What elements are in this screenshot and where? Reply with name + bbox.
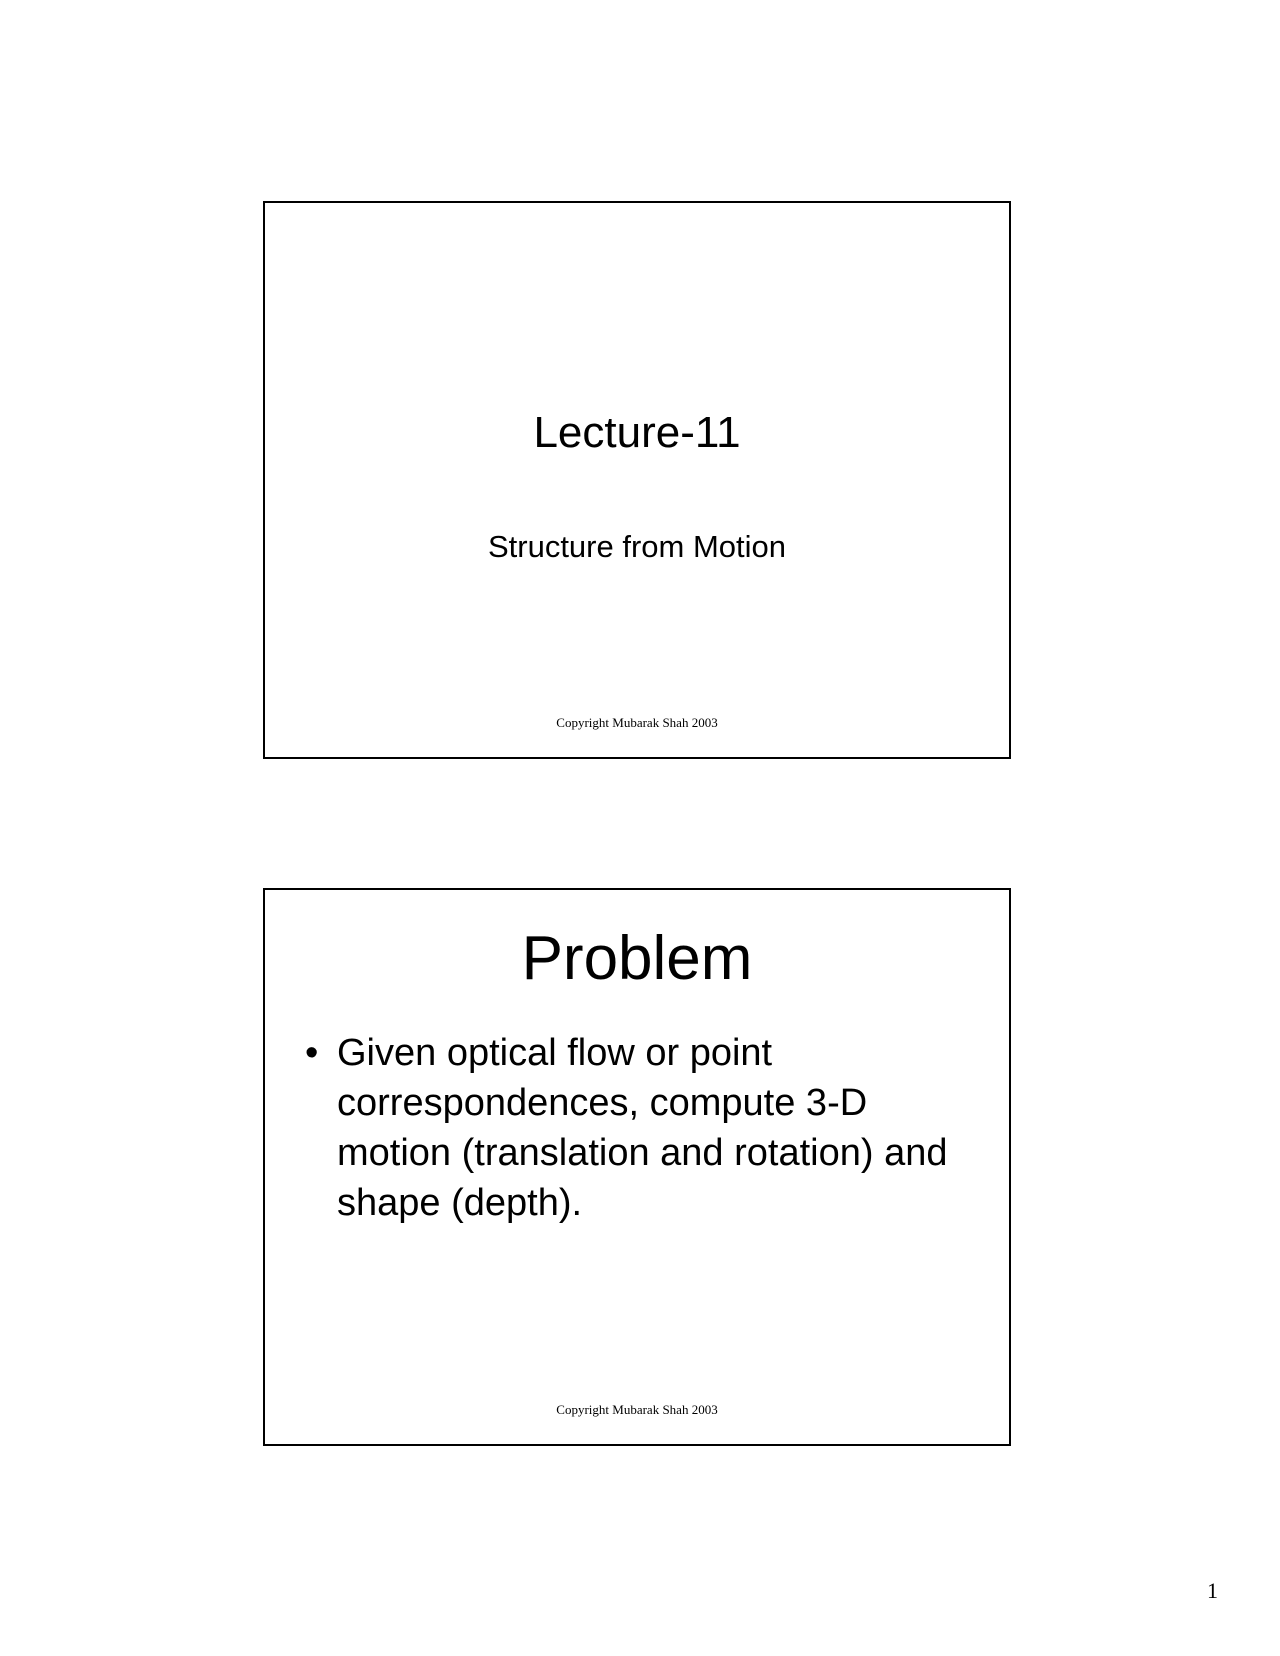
slide-copyright: Copyright Mubarak Shah 2003 [556, 715, 718, 730]
slide-lecture-title [263, 201, 1011, 759]
slide-heading: Problem [521, 924, 753, 993]
bullet-item [305, 1028, 969, 1228]
bullet-text: Given optical flow or point correspondences, compute 3-D motion (translation and rotation) and shape (depth). [337, 1032, 948, 1224]
page-number: 1 [1207, 1578, 1218, 1603]
slide-subtitle: Structure from Motion [487, 529, 787, 564]
bullet-list [305, 1028, 969, 1228]
bullet-icon: • [305, 1032, 319, 1074]
slide-title: Lecture-11 [533, 408, 741, 457]
slide-copyright: Copyright Mubarak Shah 2003 [556, 1402, 718, 1417]
slide-problem [263, 888, 1011, 1446]
